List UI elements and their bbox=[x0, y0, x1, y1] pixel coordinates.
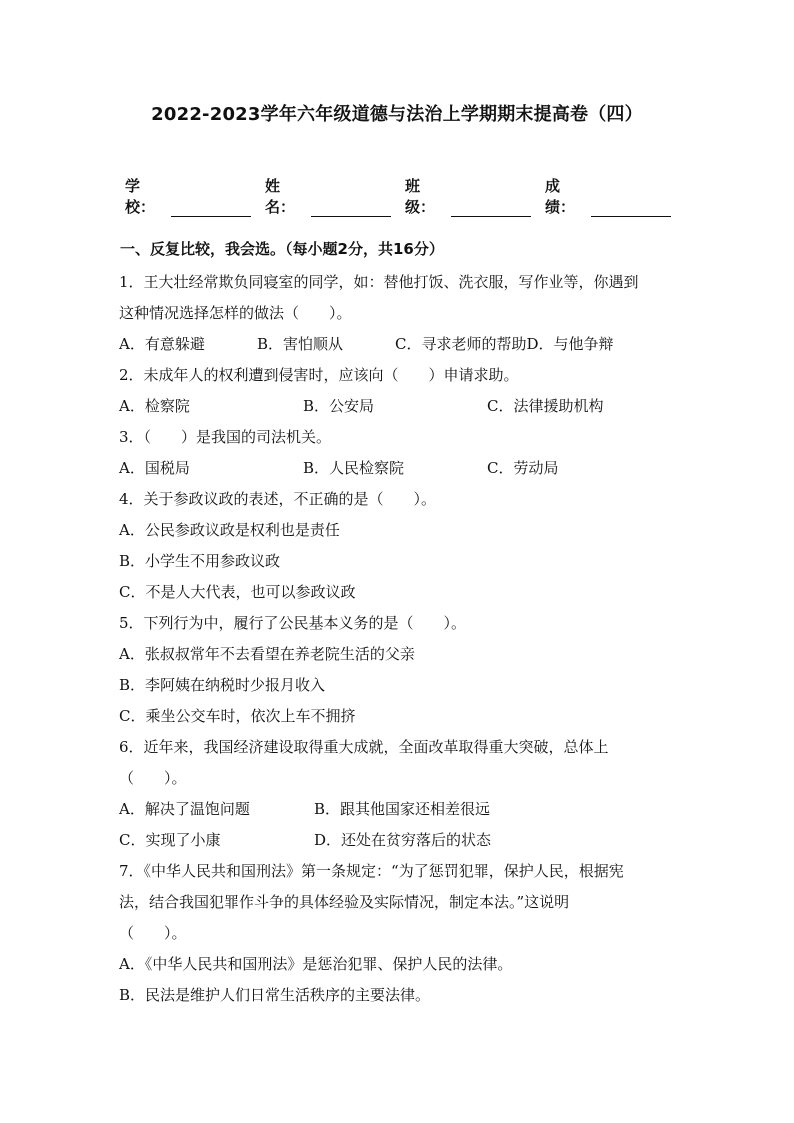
class-label: 班级： bbox=[405, 177, 436, 216]
school-blank bbox=[171, 202, 251, 217]
option: A．公民参政议政是权利也是责任 bbox=[119, 521, 340, 539]
question-6-line-1: 6．近年来，我国经济建设取得重大成就，全面改革取得重大突破，总体上 bbox=[119, 738, 609, 756]
section-heading: 一、反复比较，我会选。（每小题2分，共16分） bbox=[120, 240, 444, 258]
option: B．民法是维护人们日常生活秩序的主要法律。 bbox=[119, 986, 431, 1004]
option: A．国税局 bbox=[119, 459, 190, 477]
page-title: 2022-2023学年六年级道德与法治上学期期末提高卷（四） bbox=[151, 104, 643, 125]
question-5-line-1: 5．下列行为中，履行了公民基本义务的是（ ）。 bbox=[119, 614, 467, 632]
question-7-line-1: 7．《中华人民共和国刑法》第一条规定：“为了惩罚犯罪，保护人民，根据宪 bbox=[119, 862, 624, 880]
option: A．检察院 bbox=[119, 397, 190, 415]
question-4-line-1: 4．关于参政议政的表述，不正确的是（ ）。 bbox=[119, 490, 437, 508]
question-2-line-1: 2．未成年人的权利遭到侵害时，应该向（ ）申请求助。 bbox=[119, 366, 519, 384]
option: A．解决了温饱问题 bbox=[119, 800, 250, 818]
option: C．寻求老师的帮助 bbox=[395, 335, 527, 353]
school-field bbox=[125, 175, 251, 217]
question-3-line-1: 3．（ ）是我国的司法机关。 bbox=[119, 428, 332, 446]
option: D．还处在贫穷落后的状态 bbox=[314, 831, 492, 849]
question-1-line-2: 这种情况选择怎样的做法（ ）。 bbox=[119, 304, 352, 322]
question-7-line-2: 法，结合我国犯罪作斗争的具体经验及实际情况，制定本法。”这说明 bbox=[119, 893, 570, 911]
question-1-options bbox=[119, 329, 679, 360]
option: A．张叔叔常年不去看望在养老院生活的父亲 bbox=[119, 645, 415, 663]
option: C．法律援助机构 bbox=[487, 397, 604, 415]
option: B．小学生不用参政议政 bbox=[119, 552, 281, 570]
question-list bbox=[119, 267, 679, 1011]
question-7-line-3: （ ）。 bbox=[119, 924, 187, 942]
name-field bbox=[265, 175, 391, 217]
option: B．害怕顺从 bbox=[257, 335, 344, 353]
option: C．不是人大代表，也可以参政议政 bbox=[119, 583, 356, 601]
score-label: 成绩： bbox=[545, 177, 576, 216]
question-1-line-1: 1．王大壮经常欺负同寝室的同学，如：替他打饭、洗衣服，写作业等，你遇到 bbox=[119, 273, 639, 291]
class-blank bbox=[451, 202, 531, 217]
class-field bbox=[405, 175, 531, 217]
option: B．公安局 bbox=[303, 397, 375, 415]
option: C．实现了小康 bbox=[119, 831, 221, 849]
school-label: 学校： bbox=[125, 177, 156, 216]
student-info-row bbox=[125, 175, 685, 217]
name-blank bbox=[311, 202, 391, 217]
option: A．有意躲避 bbox=[119, 335, 205, 353]
score-blank bbox=[591, 202, 671, 217]
option: C．乘坐公交车时，依次上车不拥挤 bbox=[119, 707, 356, 725]
option: C．劳动局 bbox=[487, 459, 559, 477]
option: D．与他争辩 bbox=[526, 335, 614, 353]
question-2-options bbox=[119, 391, 679, 422]
option: B．跟其他国家还相差很远 bbox=[314, 800, 491, 818]
question-6-options-row-2 bbox=[119, 825, 679, 856]
name-label: 姓名： bbox=[265, 177, 296, 216]
option: B．人民检察院 bbox=[303, 459, 405, 477]
question-6-options-row-1 bbox=[119, 794, 679, 825]
question-3-options bbox=[119, 453, 679, 484]
question-6-line-2: （ ）。 bbox=[119, 769, 187, 787]
score-field bbox=[545, 175, 671, 217]
option: B．李阿姨在纳税时少报月收入 bbox=[119, 676, 326, 694]
option: A．《中华人民共和国刑法》是惩治犯罪、保护人民的法律。 bbox=[119, 955, 513, 973]
